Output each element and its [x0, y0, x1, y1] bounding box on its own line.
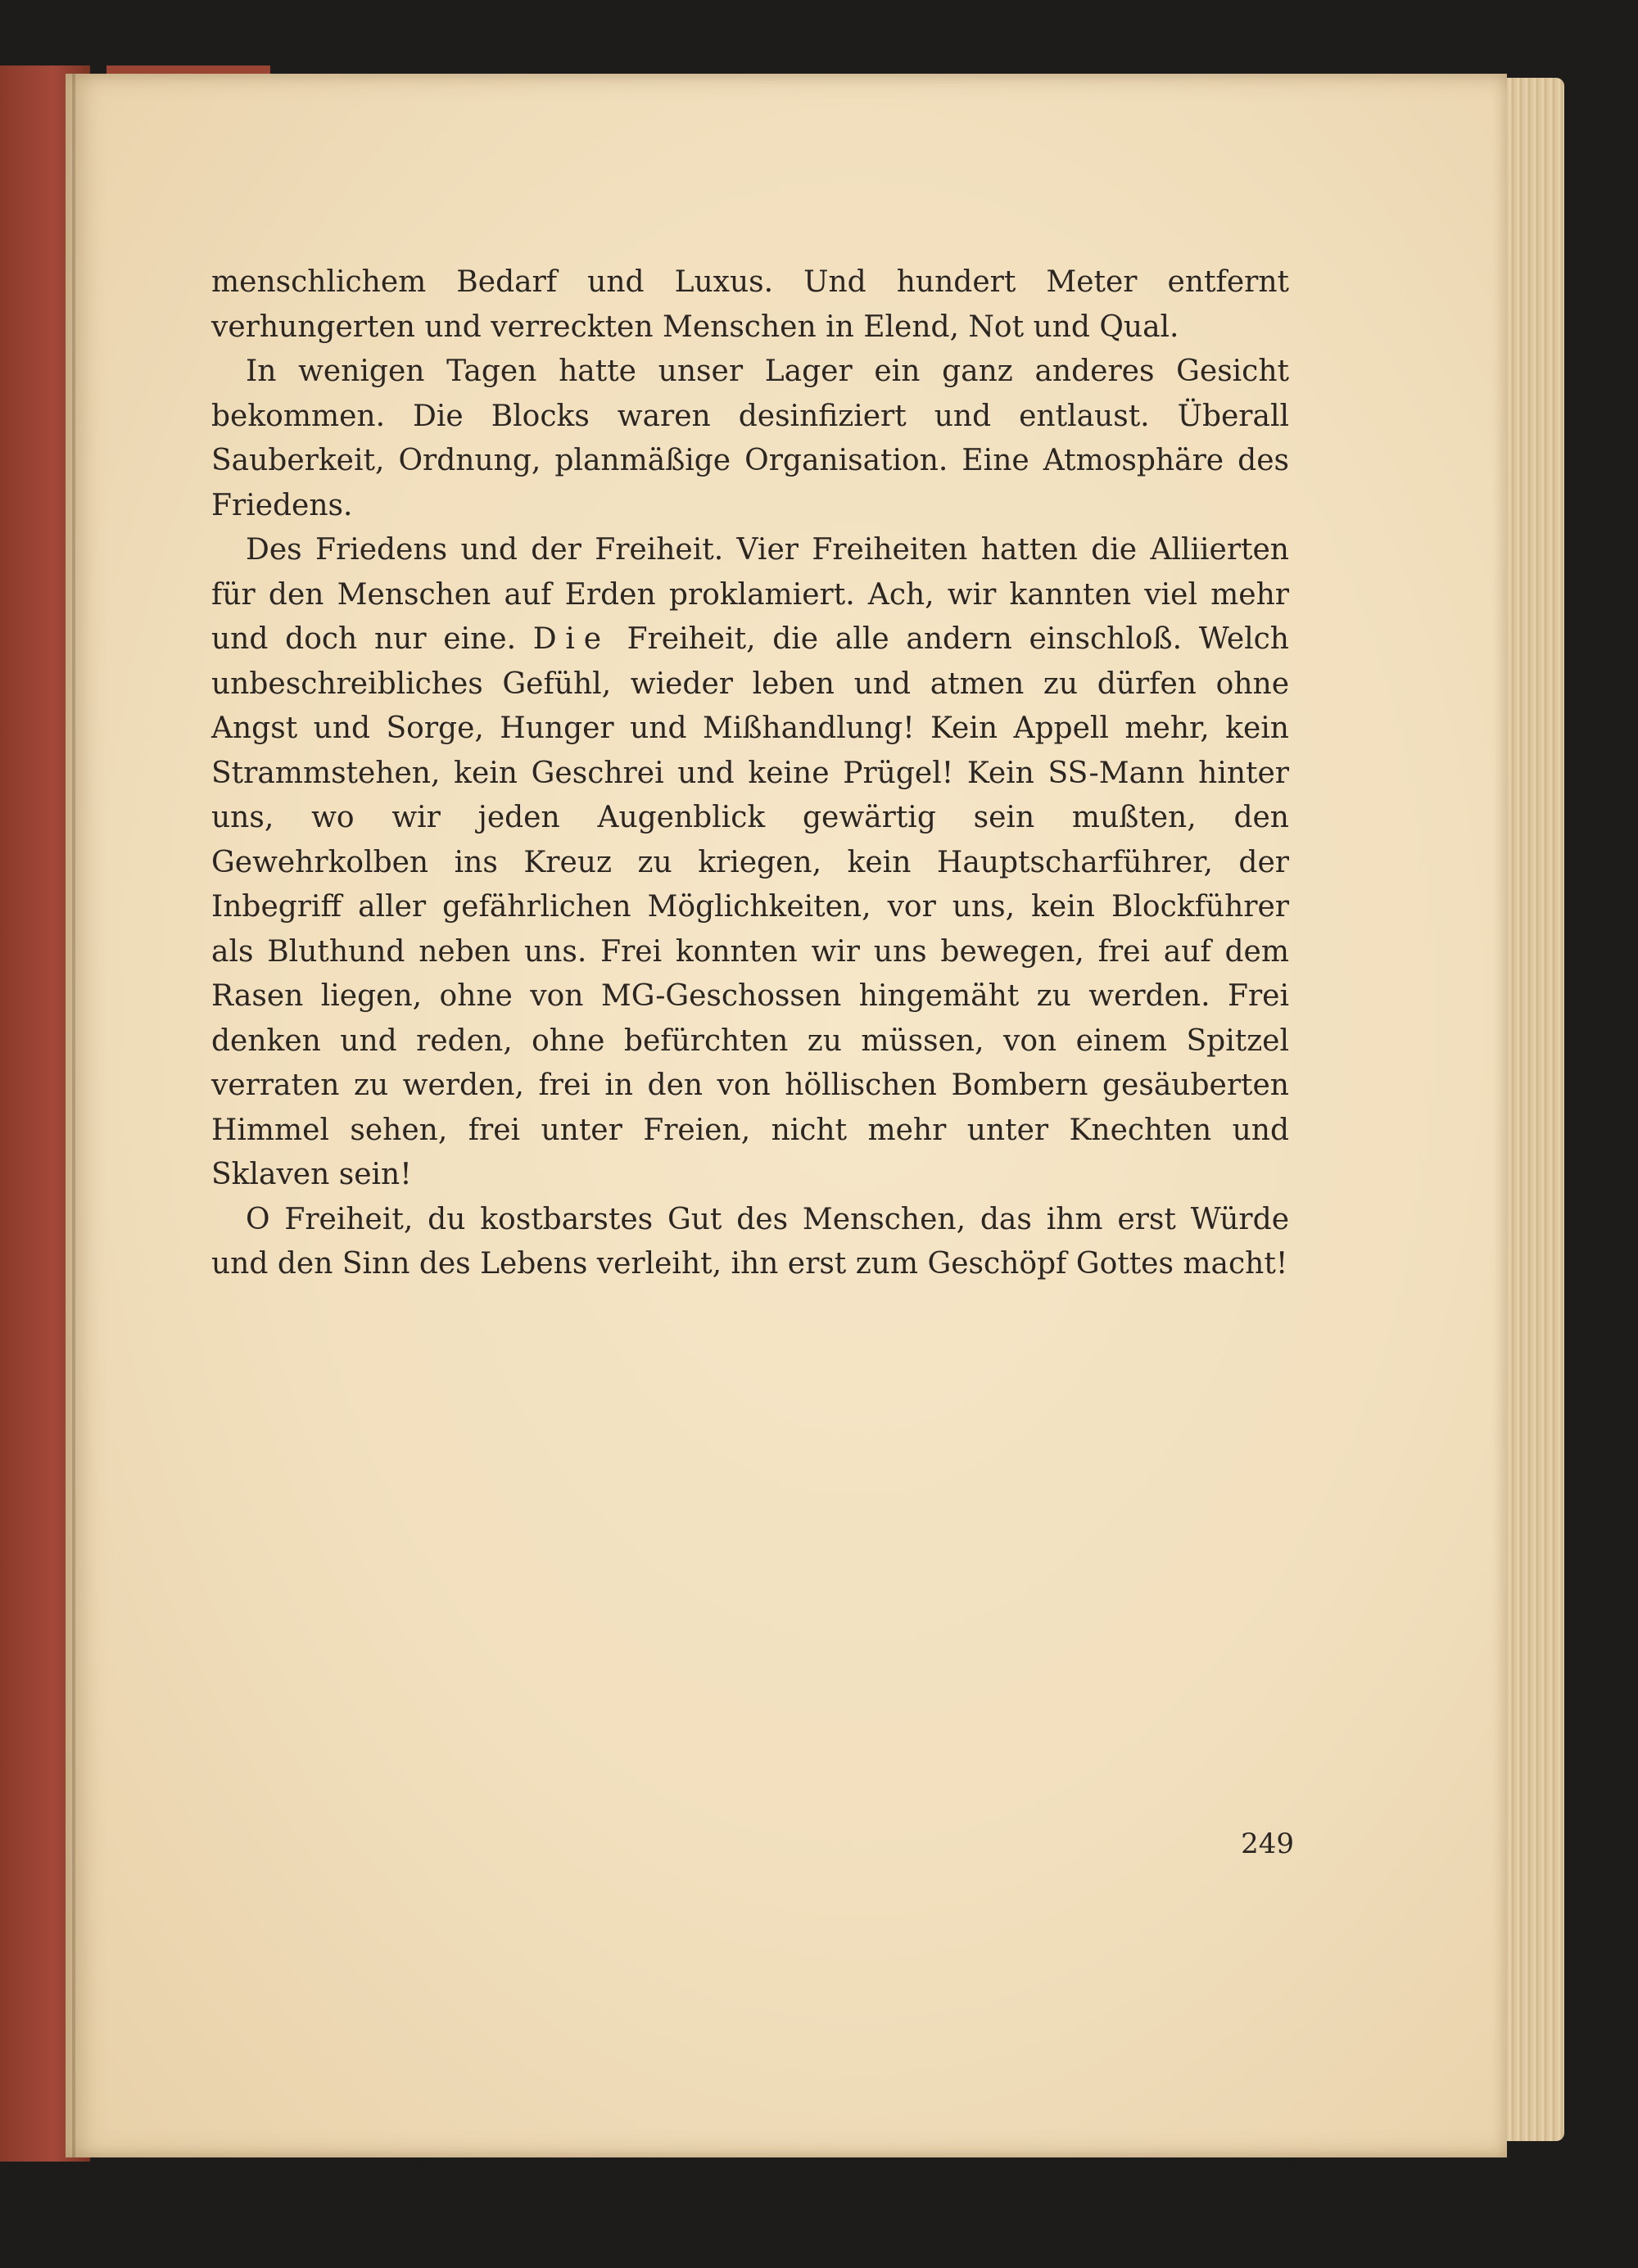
- paragraph-3: [211, 528, 1289, 1198]
- page-number: 249: [1241, 1828, 1294, 1860]
- paragraph-4: O Freiheit, du kostbarstes Gut des Menschen, das ihm erst Würde und den Sinn des Lebens verleiht, ihn erst zum Geschöpf Gottes macht!: [211, 1202, 1289, 1281]
- spaced-emphasis: Die: [532, 622, 610, 656]
- page-gutter: [72, 74, 75, 2157]
- paragraph-3-end: Freiheit, die alle andern einschloß. Welch unbeschreibliches Gefühl, wieder leben und atmen zu dürfen ohne Angst und Sorge, Hunger und Mißhandlung! Kein Appell mehr, kein Strammstehen, kein Geschrei und keine Prügel! Kein SS-Mann hinter uns, wo wir jeden Augenblick gewärtig sein mußten, den Gewehrkolben ins Kreuz zu kriegen, kein Hauptscharführer, der Inbegriff aller gefährlichen Möglichkeiten, vor uns, kein Blockführer als Bluthund neben uns. Frei konnten wir uns bewegen, frei auf dem Rasen liegen, ohne von MG-Geschossen hingemäht zu werden. Frei denken und reden, ohne befürchten zu müssen, von einem Spitzel verraten zu werden, frei in den von höllischen Bombern gesäuberten Himmel sehen, frei unter Freien, nicht mehr unter Knechten und Sklaven sein!: [211, 622, 1289, 1191]
- paragraph-2: In wenigen Tagen hatte unser Lager ein ganz anderes Gesicht bekommen. Die Blocks waren desinfiziert und entlaust. Überall Sauberkeit, Ordnung, planmäßige Organisation. Eine Atmosphäre des Friedens.: [211, 355, 1289, 522]
- paragraph-1: menschlichem Bedarf und Luxus. Und hundert Meter entfernt verhungerten und verreckten Menschen in Elend, Not und Qual.: [211, 265, 1289, 344]
- paragraph-3-start: Des Friedens und der Freiheit. Vier Freiheiten hatten die Alliierten für den Menschen auf Erden proklamiert. Ach, wir kannten viel mehr und doch nur eine.: [211, 533, 1289, 656]
- body-text: [211, 260, 1289, 1287]
